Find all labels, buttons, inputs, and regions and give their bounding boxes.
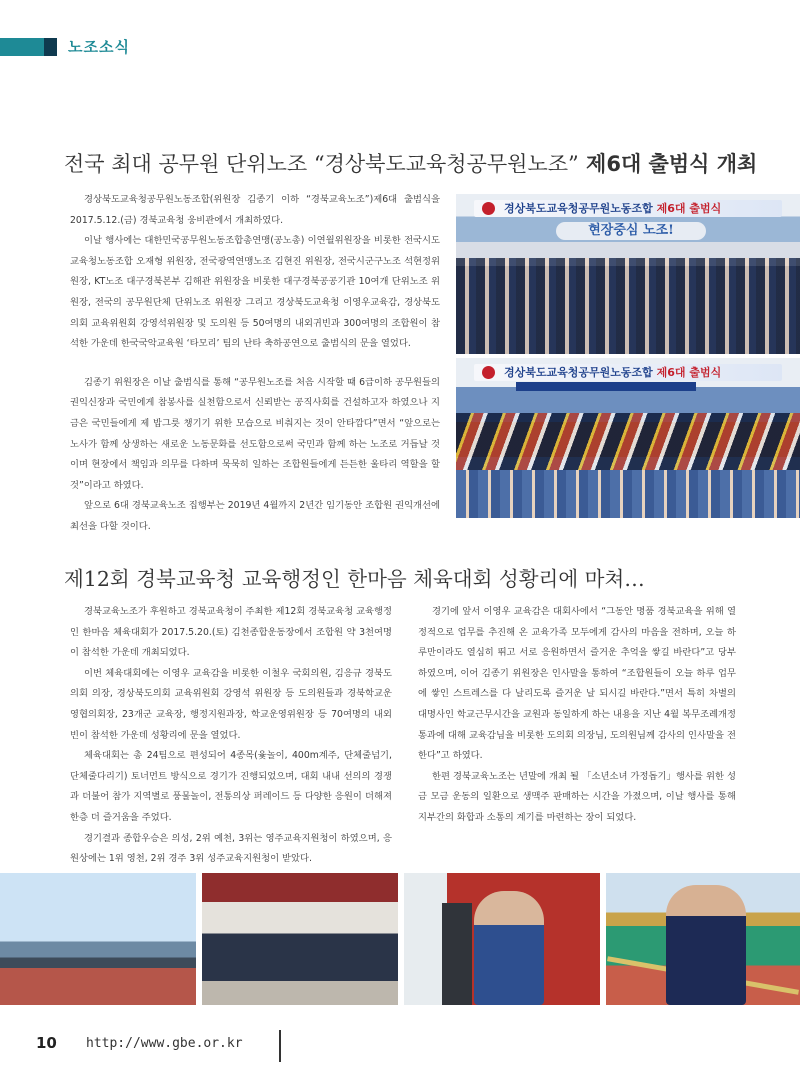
paragraph: 체육대회는 총 24팀으로 편성되어 4종목(윷놀이, 400m계주, 단체줄넘기, 단체줄다리기) 토너먼트 방식으로 경기가 진행되었으며, 대회 내내 선의의 경쟁과 더불어 참가 지역별로 풍물놀이, 전통의상 퍼레이드 등 다양한 응원이 더해져 한층 더 즐거움을 주었다. bbox=[70, 750, 392, 823]
person-shape bbox=[442, 903, 472, 1005]
page-number: 10 bbox=[36, 1034, 57, 1052]
paragraph: 경북교육노조가 후원하고 경북교육청이 주최한 제12회 경북교육청 교육행정인 한마음 체육대회가 2017.5.20.(토) 김천종합운동장에서 조합원 약 3천여명이 참석한 가운데 개최되었다. bbox=[70, 606, 392, 659]
crowd-shape bbox=[456, 470, 800, 518]
section-title: 노조소식 bbox=[68, 38, 130, 56]
paragraph: 경기에 앞서 이영우 교육감은 대회사에서 “그동안 명품 경북교육을 위해 열정적으로 업무를 추진해 온 교육가족 모두에게 감사의 마음을 전하며, 오늘 하루만이라도 열심히 뛰고 서로 응원하면서 즐거운 추억을 쌓길 바란다”고 당부하였으며, 이어 김종기 위원장은 인사말을 통하여 “조합원들이 오늘 하루 업무에 쌓인 스트레스를 다 날리도록 즐거운 날 되시길 바란다.”면서 특히 차별의 대명사인 학교근무시간을 교원과 동일하게 하는 내용을 지난 4월 복무조례개정 통과에 대해 교육감님을 비롯한 도의회 의장님, 도의원님께 감사의 인사말을 전한다”고 하였다. bbox=[418, 606, 736, 762]
photo-flag-ceremony bbox=[456, 358, 800, 518]
article1-headline-emphasis: 제6대 출범식 개최 bbox=[578, 152, 758, 176]
header-accent-bar bbox=[0, 38, 44, 56]
article1-headline-main: 전국 최대 공무원 단위노조 “경상북도교육청공무원노조” bbox=[64, 152, 579, 176]
paragraph: 이번 체육대회에는 이영우 교육감을 비롯한 이철우 국회의원, 김응규 경북도의회 의장, 경상북도의회 교육위원회 강영석 위원장 등 도의원들과 경북학교운영협의회장, 23개군 교육장, 행정지원과장, 학교운영위원장 등 70여명의 내외빈이 참석한 가운데 성황리에 문을 열었다. bbox=[70, 667, 392, 741]
event-banner: 경상북도교육청공무원노동조합 제6대 출범식 bbox=[474, 200, 782, 217]
speaker-shape bbox=[474, 891, 544, 1005]
paragraph: 앞으로 6대 경북교육노조 집행부는 2019년 4월까지 2년간 임기동안 조합원 권익개선에 최선을 다할 것이다. bbox=[70, 500, 440, 532]
slogan-sign: 현장중심 노조! bbox=[556, 222, 706, 240]
photo-group-ceremony bbox=[456, 194, 800, 354]
photo-stadium-field bbox=[0, 873, 196, 1005]
footer-divider bbox=[279, 1030, 281, 1062]
paragraph: 한편 경북교육노조는 년말에 개최 될 「소년소녀 가정돕기」행사를 위한 성금 모금 운동의 일환으로 생맥주 판매하는 시간을 가졌으며, 이날 행사를 통해 지부간의 화합과 소통의 계기를 마련하는 장이 되었다. bbox=[418, 770, 736, 823]
article1-headline bbox=[64, 148, 757, 178]
photo-stadium-group bbox=[202, 873, 398, 1005]
flags-shape bbox=[456, 413, 800, 473]
union-logo-icon bbox=[482, 366, 495, 379]
paragraph: 경기결과 종합우승은 의성, 2위 예천, 3위는 영주교육지원청이 하였으며, 응원상에는 1위 영천, 2위 경주 3위 성주교육지원청이 받았다. bbox=[70, 832, 392, 865]
footer-url: http://www.gbe.or.kr bbox=[86, 1036, 243, 1051]
banner-subline bbox=[516, 382, 696, 391]
crowd-shape bbox=[456, 258, 800, 354]
article2-body-right bbox=[418, 602, 736, 829]
photo-tug-of-war bbox=[606, 873, 800, 1005]
union-logo-icon bbox=[482, 202, 495, 215]
paragraph: 김종기 위원장은 이날 출범식를 통해 “공무원노조를 처음 시작할 때 6급이하 공무원들의 권익신장과 국민에게 참봉사를 실천함으로서 신뢰받는 공직사회를 건설하고자 하였으나 지금은 국민들에게 제 밥그릇 챙기기 위한 모습으로 비춰지는 것이 안타깝다”면서 “앞으로는 노사가 함께 상생하는 새로운 노동문화를 선도함으로써 국민과 함께 하는 노조로 거듭날 것이며 현장에서 책임과 의무를 다하며 묵묵히 일하는 조합원들에게 든든한 울타리 역할을 할 것”이라고 하였다. bbox=[70, 376, 440, 491]
article2-body-left bbox=[70, 602, 392, 870]
paragraph: 경상북도교육청공무원노동조합(위원장 김종기 이하 “경북교육노조”)제6대 출범식을 2017.5.12.(금) 경북교육청 웅비관에서 개최하였다. bbox=[70, 194, 440, 226]
player-shape bbox=[666, 885, 746, 1005]
event-banner: 경상북도교육청공무원노동조합 제6대 출범식 bbox=[474, 364, 782, 381]
photo-speech bbox=[404, 873, 600, 1005]
article2-headline: 제12회 경북교육청 교육행정인 한마음 체육대회 성황리에 마쳐… bbox=[64, 567, 645, 591]
article1-body bbox=[70, 190, 440, 538]
paragraph: 이날 행사에는 대한민국공무원노동조합총연맹(공노총) 이연월위원장을 비롯한 전국시도교육청노동조합 오재형 위원장, 전국광역연맹노조 김현진 위원장, 전국시군구노조 석현정위원장, KT노조 대구경북본부 김해관 위원장을 비롯한 대구경북공공기관 10여개 단위노조 위원장, 전국의 공무원단체 단위노조 위원장 그리고 경상북도교육청 이영우교육감, 경상북도의회 교육위원회 강영석위원장 및 도의원 등 50여명의 내외귀빈과 300여명의 조합원이 참석한 가운데 한국국악교육원 ‘타모리’ 팀의 난타 축하공연으로 출범식의 문을 열었다. bbox=[70, 235, 440, 350]
header-accent-block bbox=[44, 38, 57, 56]
